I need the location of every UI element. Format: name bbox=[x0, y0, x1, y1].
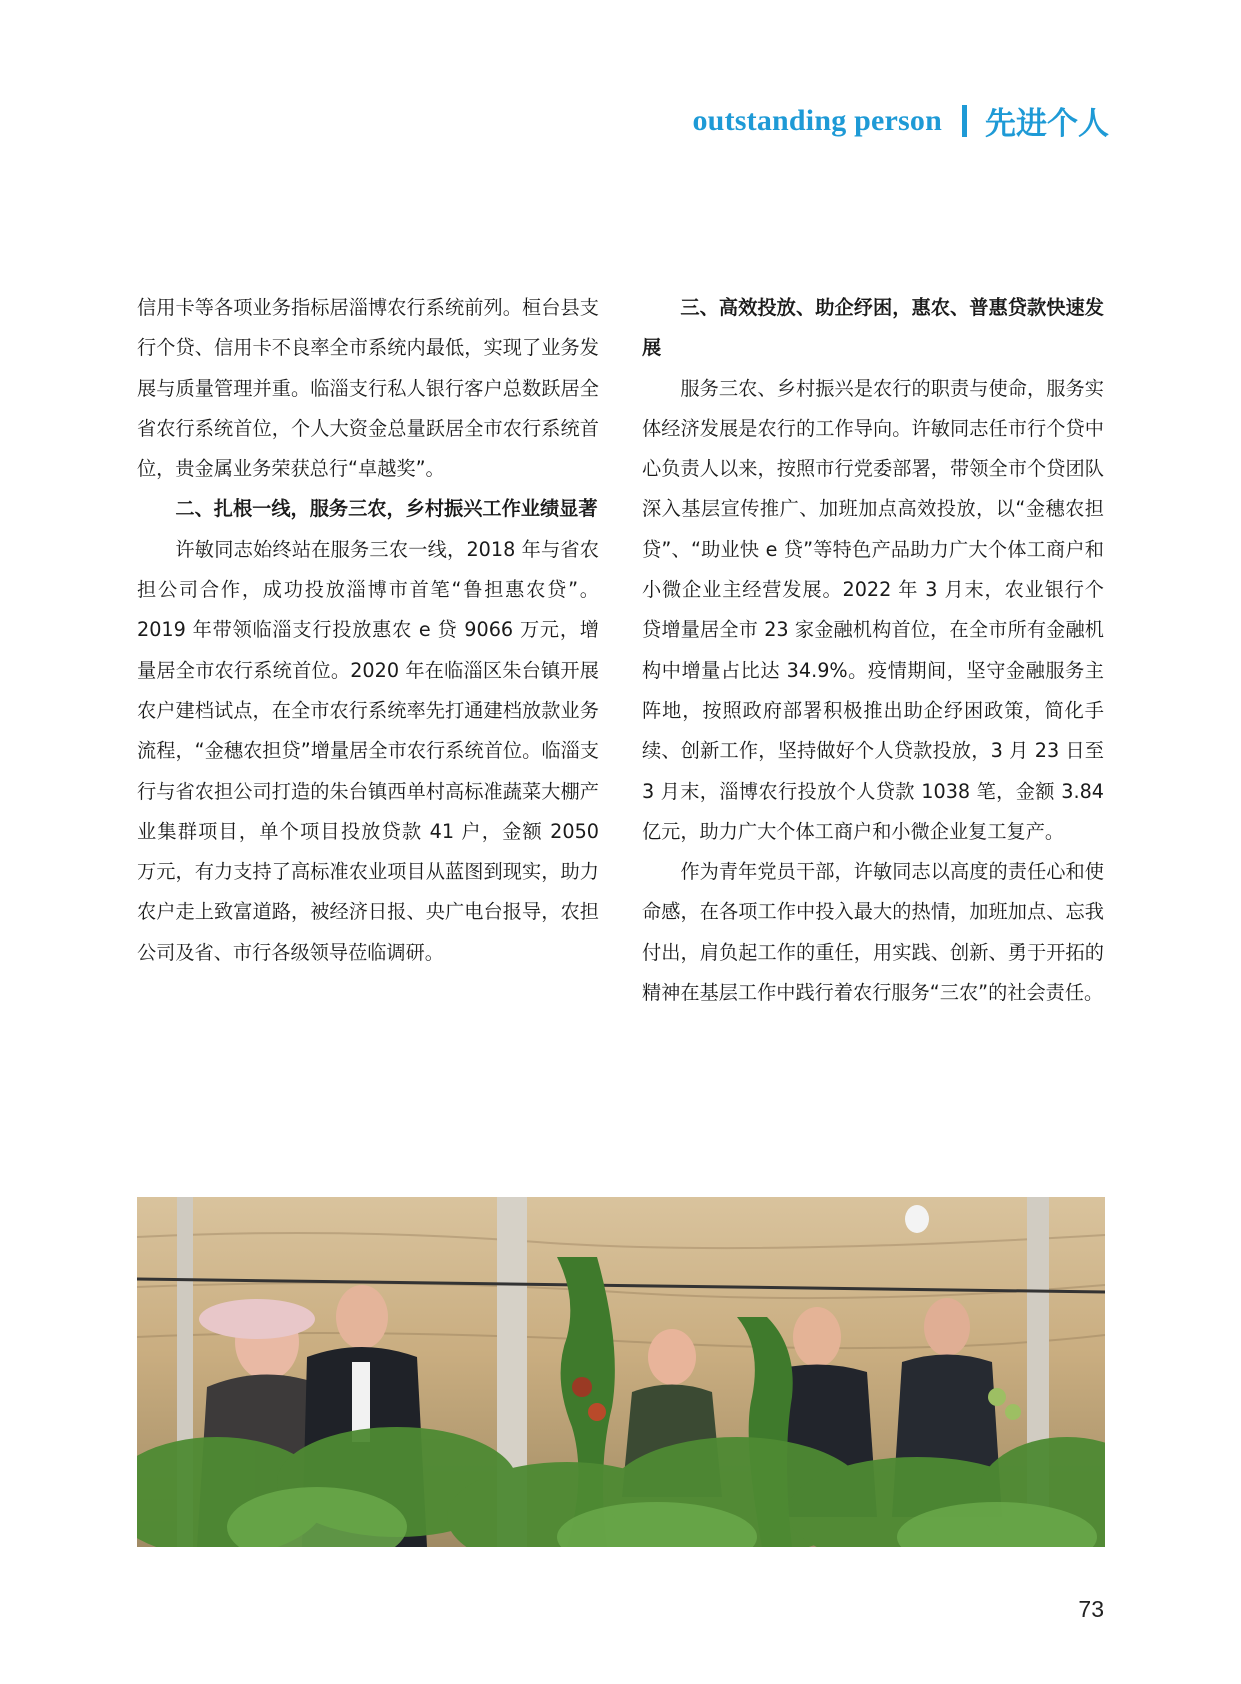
paragraph-section-2: 许敏同志始终站在服务三农一线，2018 年与省农担公司合作，成功投放淄博市首笔“鲁担惠农贷”。2019 年带领临淄支行投放惠农 e 贷 9066 万元，增量居全市农行系统首位。2020 年在临淄区朱台镇开展农户建档试点，在全市农行系统率先打通建档放款业务流程，“金穗农担贷”增量居全市农行系统首位。临淄支行与省农担公司打造的朱台镇西单村高标准蔬菜大棚产业集群项目，单个项目投放贷款 41 户，金额 2050 万元，有力支持了高标准农业项目从蓝图到现实，助力农户走上致富道路，被经济日报、央广电台报导，农担公司及省、市行各级领导莅临调研。 bbox=[137, 537, 599, 964]
section-heading-3: 三、高效投放、助企纾困，惠农、普惠贷款快速发展 bbox=[642, 296, 1104, 360]
header-chinese-title: 先进个人 bbox=[985, 106, 1109, 142]
page-header bbox=[692, 98, 1109, 143]
section-heading-2: 二、扎根一线，服务三农，乡村振兴工作业绩显著 bbox=[175, 497, 598, 521]
paragraph-continued: 信用卡等各项业务指标居淄博农行系统前列。桓台县支行个贷、信用卡不良率全市系统内最低，实现了业务发展与质量管理并重。临淄支行私人银行客户总数跃居全省农行系统首位，个人大资金总量跃居全市农行系统首位，贵金属业务荣获总行“卓越奖”。 bbox=[137, 296, 599, 481]
paragraph-closing: 作为青年党员干部，许敏同志以高度的责任心和使命感，在各项工作中投入最大的热情，加班加点、忘我付出，肩负起工作的重任，用实践、创新、勇于开拓的精神在基层工作中践行着农行服务“三农”的社会责任。 bbox=[642, 860, 1104, 1005]
page-number: 73 bbox=[1078, 1596, 1104, 1622]
header-english-title: outstanding person bbox=[692, 103, 942, 137]
paragraph-section-3: 服务三农、乡村振兴是农行的职责与使命，服务实体经济发展是农行的工作导向。许敏同志任市行个贷中心负责人以来，按照市行党委部署，带领全市个贷团队深入基层宣传推广、加班加点高效投放，以“金穗农担贷”、“助业快 e 贷”等特色产品助力广大个体工商户和小微企业主经营发展。2022 年 3 月末，农业银行个贷增量居全市 23 家金融机构首位，在全市所有金融机构中增量占比达 34.9%。疫情期间，坚守金融服务主阵地，按照政府部署积极推出助企纾困政策，简化手续、创新工作，坚持做好个人贷款投放，3 月 23 日至 3 月末，淄博农行投放个人贷款 1038 笔，金额 3.84 亿元，助力广大个体工商户和小微企业复工复产。 bbox=[642, 376, 1104, 843]
photo-illustration bbox=[137, 1197, 1105, 1547]
greenhouse-visit-photo bbox=[137, 1197, 1105, 1547]
left-column bbox=[137, 288, 599, 973]
right-column bbox=[642, 288, 1104, 1013]
header-divider bbox=[962, 105, 967, 137]
